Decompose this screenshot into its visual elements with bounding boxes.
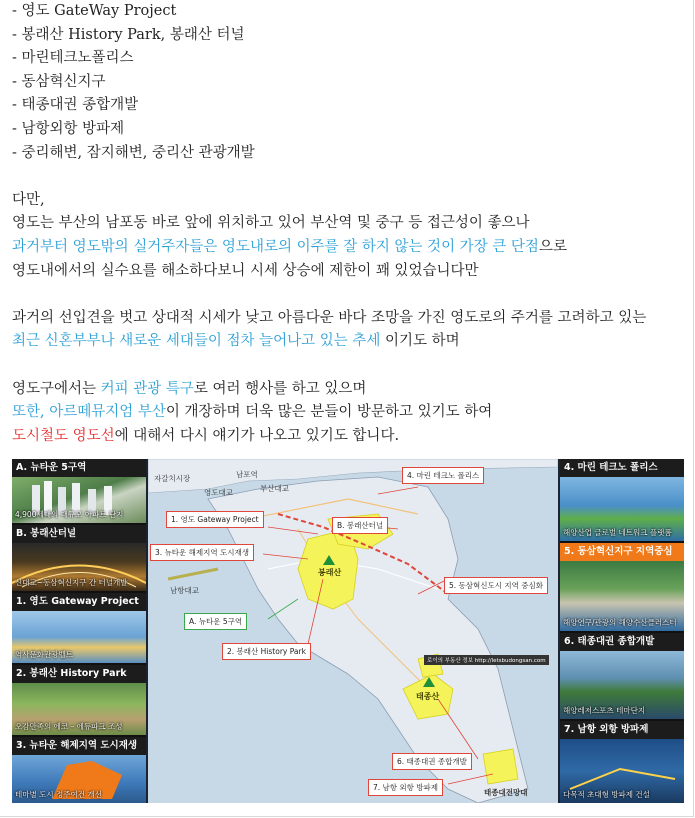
map-label-yeongdo-bridge: 영도대교: [204, 488, 233, 497]
urban-regeneration-photo: [12, 755, 146, 803]
callout-1: 1. 영도 Gateway Project: [166, 511, 264, 528]
list-item: - 태종대권 종합개발: [12, 97, 139, 114]
right-panel-column: [560, 459, 684, 803]
yeongdo-development-map-image: [12, 459, 684, 803]
text-span: 이기도 하며: [380, 333, 460, 350]
map-label-nampo: 남포역: [236, 470, 258, 479]
callout-2: 2. 봉래산 History Park: [222, 643, 311, 660]
panel-taejongdae: [560, 633, 684, 719]
yeongdo-map: [148, 459, 558, 803]
text-span: 에 대해서 다시 얘기가 나오고 있기도 합니다.: [114, 427, 400, 444]
paragraph-line: 다만,: [12, 191, 45, 208]
panel-caption: 테마별 도시 정주여건 개선: [15, 790, 102, 799]
paragraph-line: [12, 425, 682, 449]
panel-title: A. 뉴타운 5구역: [12, 459, 146, 477]
spacer: [12, 354, 682, 378]
paragraph-line: [12, 236, 682, 260]
panel-gateway: [12, 593, 146, 663]
panel-caption: 4,900세대의 대규모 아파트 단지: [15, 510, 124, 519]
panel-caption: 역사문화관광벨트: [15, 650, 73, 659]
paragraph-line: 영도는 부산의 남포동 바로 앞에 위치하고 있어 부산역 및 중구 등 접근성이 좋으나: [12, 215, 530, 232]
callout-6: 6. 태종대권 종합개발: [392, 753, 472, 770]
map-label-namhang-bridge: 남항대교: [170, 586, 199, 595]
panel-history-park: [12, 665, 146, 735]
panel-caption: 해양레저스포츠 테마단지: [563, 706, 646, 715]
text-span: 영도구에서는: [12, 380, 101, 397]
tunnel-photo: [12, 543, 146, 591]
list-item: - 마린테크노폴리스: [12, 50, 134, 67]
panel-dongsam: [560, 543, 684, 631]
panel-newtown-5: [12, 459, 146, 523]
taejongdae-photo: [560, 651, 684, 719]
panel-bongnae-tunnel: [12, 525, 146, 591]
gateway-render-photo: [12, 611, 146, 663]
left-panel-column: [12, 459, 146, 803]
panel-title: 4. 마린 테크노 폴리스: [560, 459, 684, 477]
apartment-render-photo: [12, 477, 146, 523]
callout-b: B. 봉래산터널: [332, 517, 388, 534]
map-label-bongnaesan: 봉래산: [318, 568, 342, 577]
panel-breakwater: [560, 721, 684, 803]
panel-urban-regeneration: [12, 737, 146, 803]
panel-title: 2. 봉래산 History Park: [12, 665, 146, 683]
highlight-text: 과거부터 영도밖의 실거주자들은 영도내로의 이주를 잘 하지 않는 것이 가장 큰 단점: [12, 238, 539, 255]
panel-title: 1. 영도 Gateway Project: [12, 593, 146, 611]
list-item: - 남항외항 방파제: [12, 120, 125, 137]
panel-caption: 신대교~동삼혁신지구 간 터널개발: [15, 578, 128, 587]
text-span: 로 여러 행사를 하고 있으며: [193, 380, 367, 397]
paragraph-line: [12, 401, 682, 425]
paragraph-line: [12, 330, 682, 354]
panel-title: 6. 태종대권 종합개발: [560, 633, 684, 651]
map-label-jagalchi: 자갈치시장: [154, 474, 191, 483]
list-item: - 중리해변, 잠지해변, 중리산 관광개발: [12, 144, 255, 161]
breakwater-photo: [560, 739, 684, 803]
panel-title: 7. 남항 외항 방파제: [560, 721, 684, 739]
panel-caption: 오감만족의 에코 – 에듀파크 조성: [15, 722, 123, 731]
panel-title: 3. 뉴타운 해제지역 도시재생: [12, 737, 146, 755]
map-label-taejongdae: 태종대전망대: [484, 788, 528, 797]
callout-4: 4. 마린 테크노 폴리스: [402, 467, 484, 484]
article-body: [12, 0, 682, 448]
spacer: [12, 283, 682, 307]
panel-title: B. 봉래산터널: [12, 525, 146, 543]
highlight-text-red: 도시철도 영도선: [12, 427, 115, 444]
callout-7: 7. 남항 외항 방파제: [368, 779, 443, 796]
panel-marine-techno: [560, 459, 684, 541]
callout-5: 5. 동삼혁신도시 지역 중심화: [444, 577, 548, 594]
text-span: 으로: [538, 238, 567, 255]
history-park-photo: [12, 683, 146, 735]
panel-title: 5. 동삼혁신지구 지역중심: [560, 543, 684, 561]
list-item: - 봉래산 History Park, 봉래산 터널: [12, 26, 245, 43]
highlight-text: 최근 신혼부부나 새로운 세대들이 점차 늘어나고 있는 추세: [12, 333, 381, 350]
marine-techno-photo: [560, 477, 684, 541]
list-item: - 영도 GateWay Project: [12, 3, 177, 19]
map-label-taejongsan: 태종산: [416, 692, 440, 701]
paragraph-line: 과거의 선입견을 벗고 상대적 시세가 낮고 아름다운 바다 조망을 가진 영도로의 주거를 고려하고 있는: [12, 309, 647, 326]
map-label-busan-bridge: 부산대교: [260, 484, 289, 493]
callout-3: 3. 뉴타운 해제지역 도시재생: [150, 544, 254, 561]
map-watermark: 로이의 부동산 정보 http://letsbudongsan.com: [424, 655, 549, 665]
dongsam-photo: [560, 561, 684, 631]
panel-caption: 해양연구/관광의 해양수산클러스터: [563, 618, 677, 627]
list-item: - 동삼혁신지구: [12, 73, 106, 90]
text-span: 이 개장하며 더욱 많은 분들이 방문하고 있기도 하여: [165, 404, 493, 421]
highlight-text: 또한, 아르떼뮤지엄 부산: [12, 404, 166, 421]
highlight-text: 커피 관광 특구: [100, 380, 194, 397]
panel-caption: 해양산업 글로벌 네트워크 플랫폼: [563, 528, 672, 537]
paragraph-line: [12, 378, 682, 402]
panel-caption: 다목적 초대형 방파제 건설: [563, 790, 650, 799]
paragraph-line: 영도내에서의 실수요를 해소하다보니 시세 상승에 제한이 꽤 있었습니다만: [12, 262, 479, 279]
spacer: [12, 165, 682, 189]
callout-a: A. 뉴타운 5구역: [184, 613, 247, 630]
